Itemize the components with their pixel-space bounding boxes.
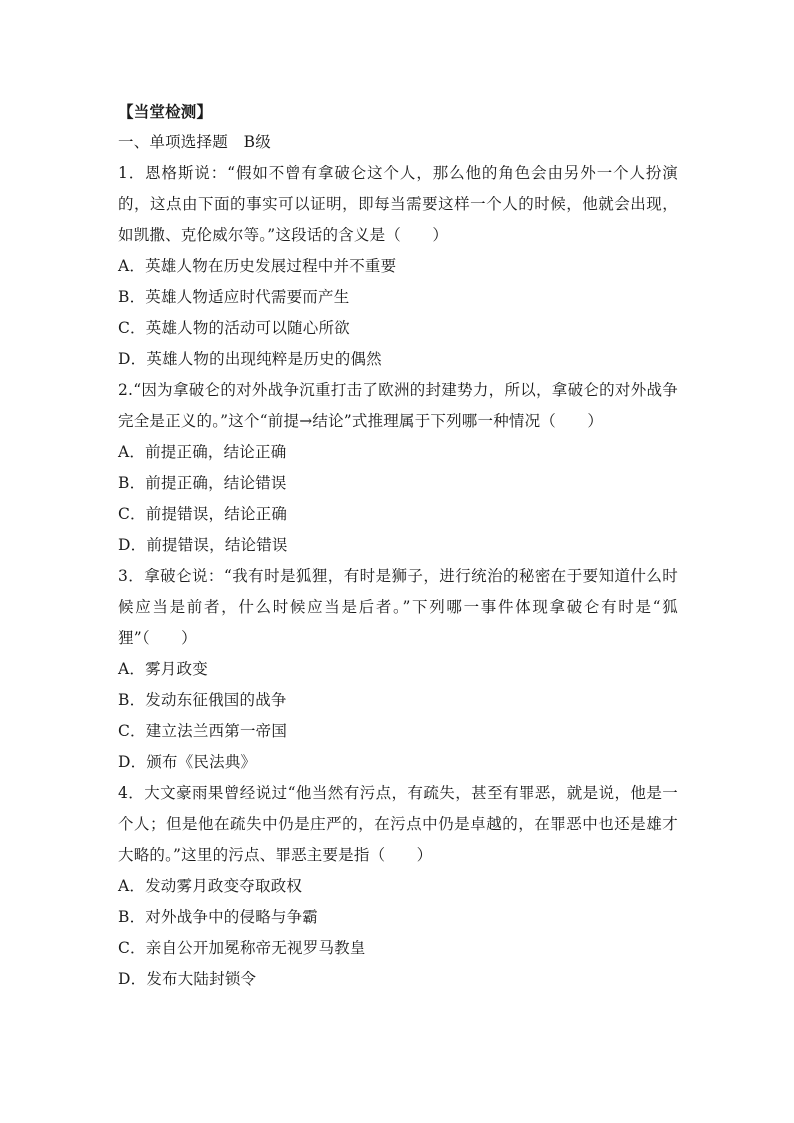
option-d: D．前提错误，结论错误: [118, 536, 288, 554]
option-c: C．前提错误，结论正确: [118, 505, 288, 523]
option-a: A．发动雾月政变夺取政权: [118, 877, 303, 895]
option-b: B．英雄人物适应时代需要而产生: [118, 288, 350, 306]
question-3: [118, 561, 678, 778]
option-c: C．英雄人物的活动可以随心所欲: [118, 319, 350, 337]
question-stem: 4．大文豪雨果曾经说过“他当然有污点，有疏失，甚至有罪恶，就是说，他是一个人；但是他在疏失中仍是庄严的，在污点中仍是卓越的，在罪恶中也还是雄才大略的。”这里的污点、罪恶主要是指（ ）: [118, 784, 678, 864]
worksheet-page: [118, 96, 678, 995]
option-a: A．雾月政变: [118, 660, 208, 678]
option-c: C．建立法兰西第一帝国: [118, 722, 288, 740]
option-a: A．前提正确，结论正确: [118, 443, 287, 461]
question-stem: 3．拿破仑说：“我有时是狐狸，有时是狮子，进行统治的秘密在于要知道什么时候应当是前者，什么时候应当是后者。”下列哪一事件体现拿破仑有时是“狐狸”（ ）: [118, 567, 678, 647]
question-2: [118, 375, 678, 561]
option-c: C．亲自公开加冕称帝无视罗马教皇: [118, 939, 366, 957]
question-stem: 2.“因为拿破仑的对外战争沉重打击了欧洲的封建势力，所以，拿破仑的对外战争完全是正义的。”这个“前提→结论”式推理属于下列哪一种情况（ ）: [118, 381, 678, 430]
option-d: D．英雄人物的出现纯粹是历史的偶然: [118, 350, 382, 368]
option-b: B．前提正确，结论错误: [118, 474, 287, 492]
question-stem: 1．恩格斯说：“假如不曾有拿破仑这个人，那么他的角色会由另外一个人扮演的，这点由下面的事实可以证明，即每当需要这样一个人的时候，他就会出现，如凯撒、克伦威尔等。”这段话的含义是（ ）: [118, 164, 678, 244]
option-b: B．发动东征俄国的战争: [118, 691, 287, 709]
question-1: [118, 158, 678, 375]
option-d: D．发布大陆封锁令: [118, 970, 257, 988]
question-4: [118, 778, 678, 995]
option-b: B．对外战争中的侵略与争霸: [118, 908, 318, 926]
option-a: A．英雄人物在历史发展过程中并不重要: [118, 257, 397, 275]
part-heading: 一、单项选择题 B级: [118, 133, 271, 151]
option-d: D．颁布《民法典》: [118, 753, 257, 771]
section-title: 【当堂检测】: [118, 102, 213, 121]
